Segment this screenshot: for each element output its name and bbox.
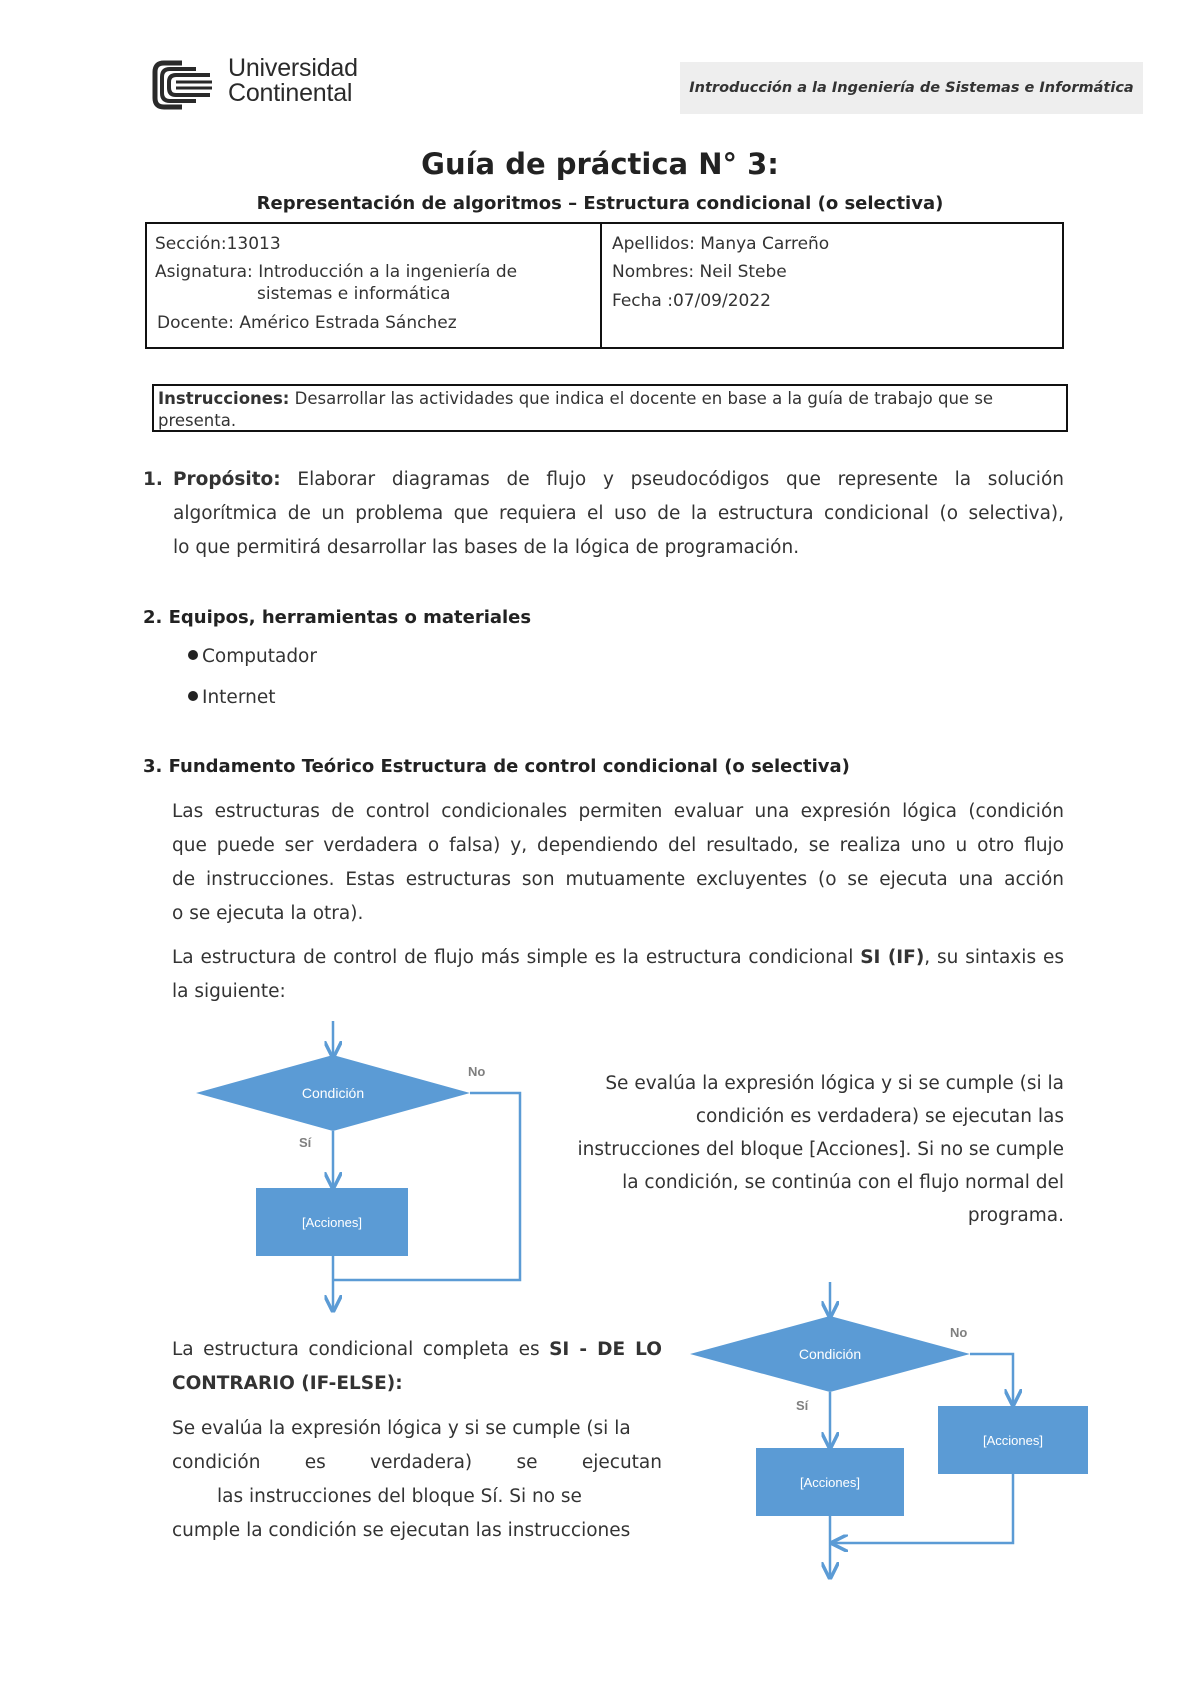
ifelse-intro-line1: La estructura condicional completa es SI - DE LO [172,1339,662,1360]
ifelse-desc-line4: cumple la condición se ejecutan las instrucciones [172,1520,631,1541]
section3-heading: 3. Fundamento Teórico Estructura de control condicional (o selectiva) [143,756,850,777]
if-else-flowchart [680,1280,1100,1580]
page-title: Guía de práctica N° 3: [421,147,779,181]
seccion-field: Sección:13013 [155,234,281,254]
if-desc-line3: instrucciones del bloque [Acciones]. Si no se cumple [577,1139,1064,1160]
ifelse-desc-line1: Se evalúa la expresión lógica y si se cumple (si la [172,1418,631,1439]
university-name: Universidad Continental [228,54,358,107]
section1-line3: lo que permitirá desarrollar las bases de la lógica de programación. [173,537,800,558]
bullet-icon [188,691,198,701]
section3-para2-line2: la siguiente: [172,981,286,1002]
list-item: Internet [188,687,275,708]
section3-para1-line4: o se ejecuta la otra). [172,903,364,924]
condition-label: Condición [301,1085,365,1101]
section3-para2-line1: La estructura de control de flujo más simple es la estructura condicional SI (IF), su sintaxis es [172,947,1064,968]
course-header: Introducción a la Ingeniería de Sistemas e Informática [680,62,1143,114]
no-label: No [468,1064,486,1079]
section1-line1: Propósito: Elaborar diagramas de flujo y pseudocódigos que represente la solución [173,469,1064,490]
fecha-field: Fecha :07/09/2022 [612,291,771,311]
nombres-field: Nombres: Neil Stebe [612,262,787,282]
yes-label: Sí [299,1135,312,1150]
no-branch-line [970,1354,1013,1403]
if-desc-line2: condición es verdadera) se ejecutan las [695,1106,1064,1127]
else-action-label: [Acciones] [983,1433,1043,1448]
condition-label: Condición [798,1346,862,1362]
page-subtitle: Representación de algoritmos – Estructura condicional (o selectiva) [256,193,944,214]
if-flowchart [180,1015,540,1315]
section3-para1-line3: de instrucciones. Estas estructuras son mutuamente excluyentes (o se ejecuta una acción [172,869,1064,890]
ifelse-desc-line3: las instrucciones del bloque Sí. Si no se [217,1486,582,1507]
section3-para1-line1: Las estructuras de control condicionales permiten evaluar una expresión lógica (condición [172,801,1064,822]
university-logo-icon [152,60,216,110]
section3-para1-line2: que puede ser verdadera o falsa) y, dependiendo del resultado, se realiza uno u otro flujo [172,835,1064,856]
if-action-label: [Acciones] [800,1475,860,1490]
section1-number: 1. [143,469,163,490]
apellidos-field: Apellidos: Manya Carreño [612,234,830,254]
section1-line2: algorítmica de un problema que requiera el uso de la estructura condicional (o selectiva), [173,503,1064,524]
instructions-box: Instrucciones: Desarrollar las actividades que indica el docente en base a la guía de trabajo que se presenta. [152,384,1068,432]
yes-label: Sí [796,1398,809,1413]
asignatura-field-line2: sistemas e informática [257,284,451,304]
ifelse-desc-line2: condición es verdadera) se ejecutan [172,1452,662,1473]
asignatura-field: Asignatura: Introducción a la ingeniería de [155,262,518,282]
action-label: [Acciones] [302,1215,362,1230]
no-label: No [950,1325,968,1340]
if-desc-line4: la condición, se continúa con el flujo normal del [622,1172,1064,1193]
section2-heading: 2. Equipos, herramientas o materiales [143,607,532,628]
list-item: Computador [188,646,317,667]
bullet-icon [188,650,198,660]
if-desc-line1: Se evalúa la expresión lógica y si se cumple (si la [605,1073,1064,1094]
ifelse-intro-line2: CONTRARIO (IF-ELSE): [172,1373,403,1394]
if-desc-line5: programa. [967,1205,1064,1226]
info-table-divider [600,222,602,349]
docente-field: Docente: Américo Estrada Sánchez [157,313,457,333]
